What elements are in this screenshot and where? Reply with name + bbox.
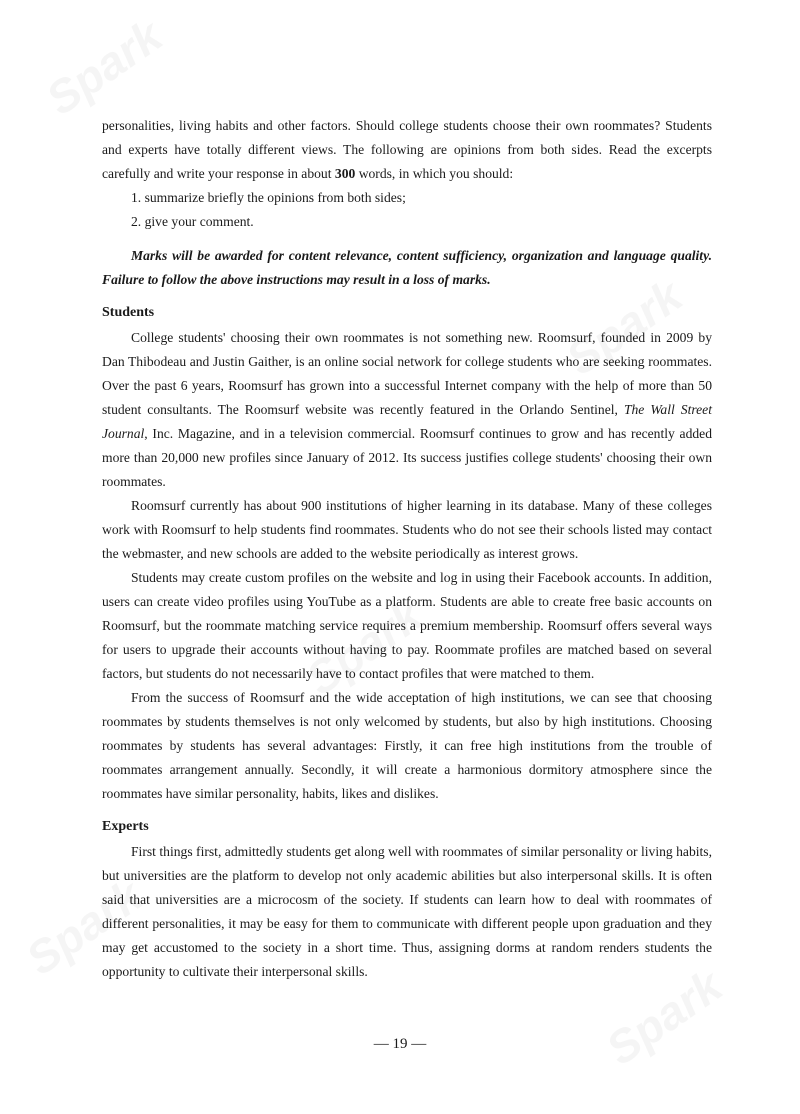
word-count: 300: [334, 166, 356, 181]
document-body: [102, 114, 712, 984]
publication-title: The Wall Street Journal: [102, 402, 712, 441]
watermark: [36, 8, 172, 126]
task-item: 1. summarize briefly the opinions from both sides;: [131, 190, 406, 205]
students-paragraph: Roomsurf currently has about 900 institutions of higher learning in its database. Many of these colleges work with Roomsurf to help students find roommates. Students who do not see their schools listed may contact the webmaster, and new schools are added to the website periodically as interest grows.: [102, 498, 712, 561]
instructions: Marks will be awarded for content relevance, content sufficiency, organization and language quality. Failure to follow the above instructions may result in a loss of marks.: [102, 248, 712, 287]
students-paragraph: From the success of Roomsurf and the wide acceptation of high institutions, we can see that choosing roommates by students themselves is not only welcomed by students, but also by high institutions. Choosing roommates by students has several advantages: Firstly, it can free high institutions from the trouble of roommates arrangement annually. Secondly, it will create a harmonious dormitory atmosphere since the roommates have similar personality, habits, likes and dislikes.: [102, 690, 712, 801]
experts-paragraph: First things first, admittedly students get along well with roommates of similar personality or living habits, but universities are the platform to develop not only academic abilities but also interpersonal skills. It is often said that universities are a microcosm of the society. If students can learn how to deal with roommates of different personalities, it may be easy for them to communicate with different people upon graduation and they may get accustomed to the society in a short time. Thus, assigning dorms at random renders students the opportunity to cultivate their interpersonal skills.: [102, 844, 712, 979]
students-paragraph: College students' choosing their own roommates is not something new. Roomsurf, founded in 2009 by Dan Thibodeau and Justin Gaither, is an online social network for college students who are seeking roommates. Over the past 6 years, Roomsurf has grown into a successful Internet company with the help of more than 50 student consultants. The Roomsurf website was recently featured in the Orlando Sentinel, The Wall Street Journal, Inc. Magazine, and in a television commercial. Roomsurf continues to grow and has recently added more than 20,000 new profiles since January of 2012. Its success justifies college students' choosing their own roommates.: [102, 330, 712, 489]
page-number: — 19 —: [373, 1036, 427, 1052]
section-heading-students: Students: [102, 305, 155, 320]
section-heading-experts: Experts: [102, 819, 149, 834]
intro-paragraph: personalities, living habits and other factors. Should college students choose their own roommates? Students and experts have totally different views. The following are opinions from both sides. Read the excerpts carefully and write your response in about 300 words, in which you should:: [102, 118, 712, 181]
students-paragraph: Students may create custom profiles on the website and log in using their Facebook accounts. In addition, users can create video profiles using YouTube as a platform. Students are able to create free basic accounts on Roomsurf, but the roommate matching service requires a premium membership. Roomsurf offers several ways for users to upgrade their accounts without having to pay. Roommate profiles are matched based on several factors, but students do not necessarily have to contact profiles that were matched to them.: [102, 570, 712, 681]
task-item: 2. give your comment.: [131, 214, 254, 229]
